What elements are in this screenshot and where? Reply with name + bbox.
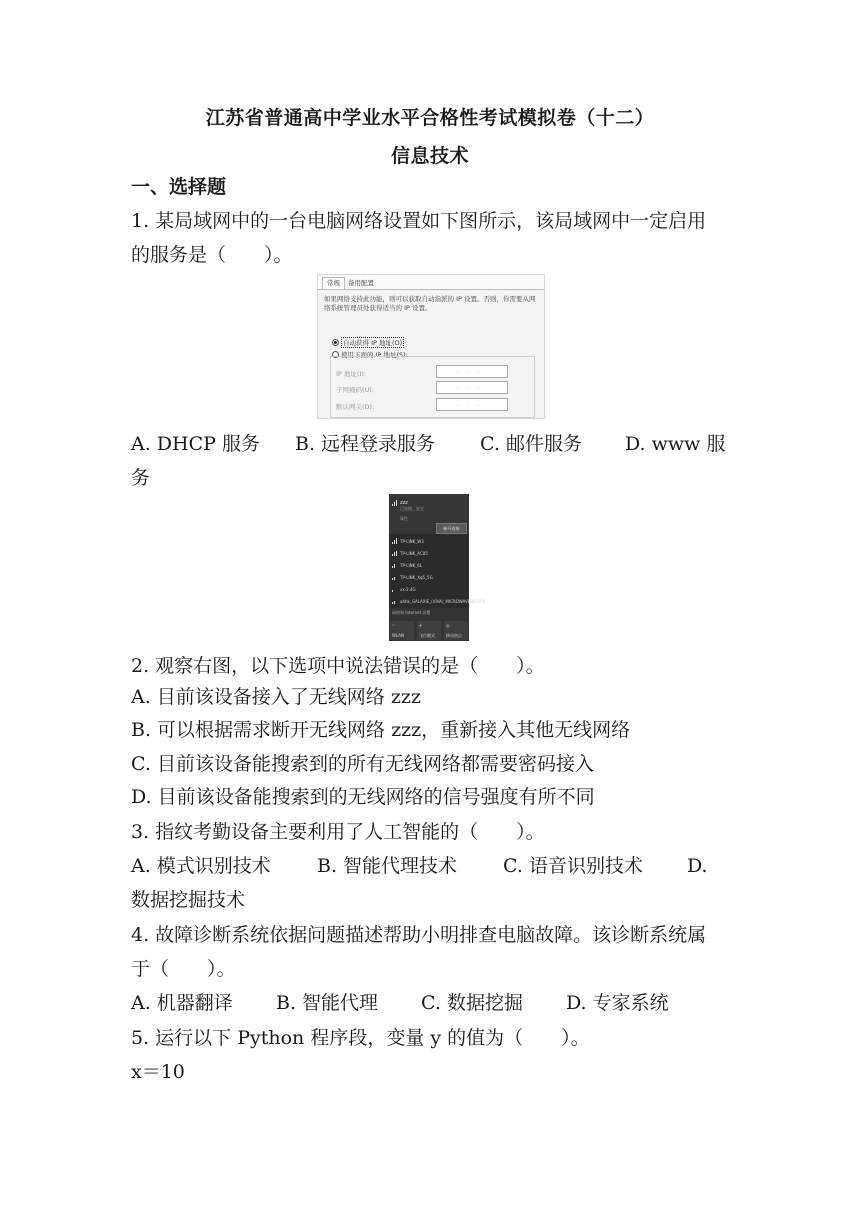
wifi-network-item: TP-LINK_W3 (392, 538, 424, 544)
q5-stem: 5. 运行以下 Python 程序段，变量 y 的值为（ ）。 (131, 1027, 590, 1049)
gateway-field-label: 默认网关(D): (336, 403, 375, 411)
q1-option-d: D. www 服 (625, 433, 726, 455)
wifi-network-item: TP-LINK_AC85 (392, 550, 428, 556)
q3-option-d: D. (687, 855, 708, 877)
wifi-network-item: TP-LINK_Xq5_5G (392, 574, 433, 580)
q2-option-a: A. 目前该设备接入了无线网络 zzz (131, 686, 421, 708)
q2-option-b: B. 可以根据需求断开无线网络 zzz，重新接入其他无线网络 (131, 719, 631, 741)
q2-stem: 2. 观察右图，以下选项中说法错误的是（ ）。 (131, 655, 545, 677)
q1-stem-line2: 的服务是（ ）。 (131, 244, 293, 266)
connected-network (389, 494, 469, 534)
wifi-signal-icon (392, 586, 398, 592)
radio-selected-icon (332, 339, 339, 346)
subnet-mask-box: ... (436, 381, 508, 394)
gateway-box: ... (436, 398, 508, 411)
connected-ssid: zzz (400, 500, 408, 506)
mask-field-label: 子网掩码(U): (336, 386, 375, 394)
wifi-network-item: ahhk_GALAXIE_(VIVA)_MICROWAVEDEVICE (392, 598, 485, 604)
q4-stem-line1: 4. 故障诊断系统依据问题描述帮助小明排查电脑故障。该诊断系统属 (131, 924, 707, 946)
ip-settings-screenshot (317, 274, 545, 419)
disconnect-button: 断开连接 (436, 523, 467, 534)
q4-options (131, 986, 731, 1020)
q1-stem-line1: 1. 某局域网中的一台电脑网络设置如下图所示，该局域网中一定启用 (131, 210, 707, 232)
q4-option-c: C. 数据挖掘 (421, 992, 523, 1014)
dialog-description: 如果网络支持此功能，则可以获取自动指派的 IP 设置。否则，你需要从网络系统管理员处获得适当的 IP 设置。 (324, 295, 536, 312)
tab-alternate: 备用配置 (348, 279, 374, 287)
q4-option-a: A. 机器翻译 (131, 992, 233, 1014)
ip-address-box: ... (436, 365, 508, 378)
q4-option-d: D. 专家系统 (566, 992, 669, 1014)
quick-action-hotspot: ◎ 移动热点 (444, 621, 468, 640)
quick-action-wlan: ◠ WLAN (390, 621, 414, 640)
wifi-network-item: TP-LINK_6L (392, 562, 422, 568)
q3-options (131, 849, 731, 883)
q3-option-c: C. 语音识别技术 (503, 855, 643, 877)
q4-option-b: B. 智能代理 (276, 992, 379, 1014)
wifi-signal-icon (392, 574, 398, 580)
wifi-signal-icon (392, 598, 398, 604)
q2-option-d: D. 目前该设备能搜索到的无线网络的信号强度有所不同 (131, 786, 595, 808)
wifi-signal-icon (392, 550, 398, 556)
quick-action-airplane: ✈ 飞行模式 (417, 621, 441, 640)
airplane-icon: ✈ (419, 623, 423, 628)
q3-option-wrap: 数据挖掘技术 (131, 889, 246, 911)
q1-option-b: B. 远程登录服务 (295, 433, 436, 455)
wifi-connected-icon (392, 500, 398, 506)
subject-title: 信息技术 (390, 145, 469, 167)
q1-options (131, 427, 731, 461)
ip-field-label: IP 地址(I): (336, 370, 367, 378)
q3-stem: 3. 指纹考勤设备主要利用了人工智能的（ ）。 (131, 821, 545, 843)
wifi-panel-screenshot (389, 494, 486, 641)
wifi-signal-icon (392, 562, 398, 568)
q4-stem-line2: 于（ ）。 (131, 958, 236, 980)
q2-option-c: C. 目前该设备能搜索到的所有无线网络都需要密码接入 (131, 753, 594, 775)
q3-option-b: B. 智能代理技术 (317, 855, 458, 877)
radio-auto-ip (332, 337, 404, 348)
properties-link: 属性 (400, 516, 408, 521)
hotspot-icon: ◎ (446, 623, 450, 628)
dialog-tabs (318, 275, 544, 290)
q1-option-wrap: 务 (131, 467, 151, 489)
network-settings-link: 网络和 Internet 设置 (392, 610, 431, 615)
section-heading: 一、选择题 (131, 176, 227, 198)
tab-general: 常规 (322, 277, 345, 289)
exam-title: 江苏省普通高中学业水平合格性考试模拟卷（十二） (205, 107, 655, 129)
q1-option-c: C. 邮件服务 (480, 433, 582, 455)
wifi-network-item: xx-2.4G (392, 586, 416, 592)
radio-auto-label: 自动获得 IP 地址(O) (343, 339, 403, 347)
wifi-icon: ◠ (392, 623, 396, 628)
q3-option-a: A. 模式识别技术 (131, 855, 271, 877)
connected-status: 已连接，安全 (400, 506, 424, 511)
q5-code-line1: x＝10 (131, 1061, 185, 1083)
wifi-signal-icon (392, 538, 398, 544)
q1-option-a: A. DHCP 服务 (131, 433, 260, 455)
radio-manual-label: 使用下面的 IP 地址(S): (341, 351, 408, 359)
wifi-panel-footer (389, 608, 469, 641)
